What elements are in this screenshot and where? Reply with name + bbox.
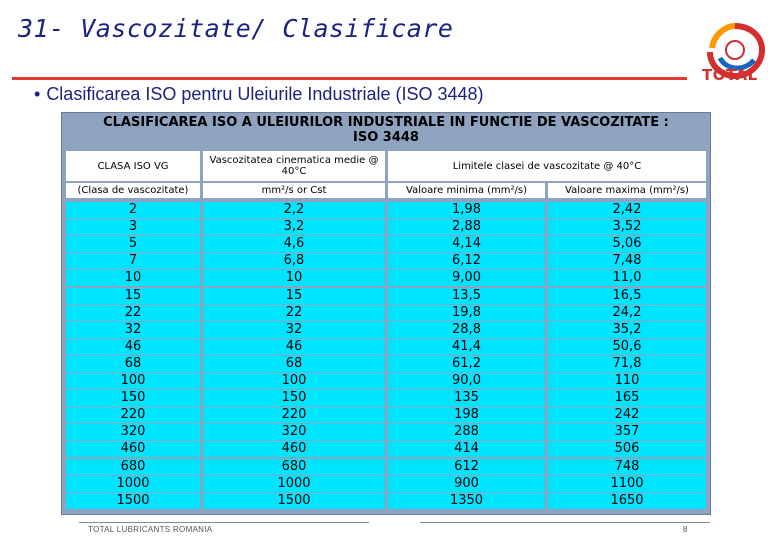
cell-mean: 320 [203, 424, 385, 440]
table-row [66, 373, 706, 389]
table-heading-line1: CLASIFICAREA ISO A ULEIURILOR INDUSTRIALE IN FUNCTIE DE VASCOZITATE : [103, 115, 669, 130]
col-header-limits: Limitele clasei de vascozitate @ 40°C [388, 151, 706, 181]
table-heading [66, 115, 706, 148]
table-row [66, 270, 706, 286]
footer-divider-right [420, 522, 710, 523]
cell-min: 288 [388, 424, 545, 440]
table-row [66, 202, 706, 218]
table-row [66, 253, 706, 269]
cell-min: 414 [388, 441, 545, 457]
cell-max: 2,42 [548, 202, 706, 218]
title-underline [12, 77, 687, 80]
table-row [66, 356, 706, 372]
logo-wordmark: TOTAL [702, 66, 758, 84]
table-heading-line2: ISO 3448 [353, 130, 419, 145]
cell-class: 2 [66, 202, 200, 218]
cell-min: 61,2 [388, 356, 545, 372]
col-subheader-min: Valoare minima (mm²/s) [388, 183, 545, 198]
col-header-mean-viscosity: Vascozitatea cinematica medie @ 40°C [203, 151, 385, 181]
cell-min: 9,00 [388, 270, 545, 286]
cell-mean: 460 [203, 441, 385, 457]
cell-class: 68 [66, 356, 200, 372]
cell-class: 1500 [66, 493, 200, 509]
cell-class: 100 [66, 373, 200, 389]
cell-max: 11,0 [548, 270, 706, 286]
cell-mean: 10 [203, 270, 385, 286]
cell-mean: 46 [203, 339, 385, 355]
cell-max: 748 [548, 459, 706, 475]
cell-max: 71,8 [548, 356, 706, 372]
footer-company: TOTAL LUBRICANTS ROMANIA [88, 525, 213, 534]
cell-min: 19,8 [388, 305, 545, 321]
cell-max: 7,48 [548, 253, 706, 269]
cell-min: 4,14 [388, 236, 545, 252]
cell-mean: 680 [203, 459, 385, 475]
col-subheader-max: Valoare maxima (mm²/s) [548, 183, 706, 198]
cell-mean: 150 [203, 390, 385, 406]
cell-mean: 68 [203, 356, 385, 372]
table-row [66, 424, 706, 440]
cell-class: 460 [66, 441, 200, 457]
cell-max: 1100 [548, 476, 706, 492]
cell-class: 5 [66, 236, 200, 252]
cell-class: 150 [66, 390, 200, 406]
cell-max: 35,2 [548, 322, 706, 338]
cell-class: 7 [66, 253, 200, 269]
table-row [66, 441, 706, 457]
cell-mean: 2,2 [203, 202, 385, 218]
cell-class: 320 [66, 424, 200, 440]
cell-min: 198 [388, 407, 545, 423]
cell-max: 50,6 [548, 339, 706, 355]
cell-max: 1650 [548, 493, 706, 509]
cell-min: 900 [388, 476, 545, 492]
cell-min: 2,88 [388, 219, 545, 235]
bullet-item [34, 84, 484, 105]
cell-min: 1350 [388, 493, 545, 509]
table-row [66, 339, 706, 355]
table-row [66, 322, 706, 338]
table-row [66, 288, 706, 304]
cell-mean: 3,2 [203, 219, 385, 235]
footer-divider-left [79, 522, 369, 523]
cell-max: 110 [548, 373, 706, 389]
table-row [66, 390, 706, 406]
cell-class: 10 [66, 270, 200, 286]
cell-mean: 4,6 [203, 236, 385, 252]
table-row [66, 459, 706, 475]
cell-mean: 220 [203, 407, 385, 423]
table-row [66, 493, 706, 509]
cell-min: 41,4 [388, 339, 545, 355]
table-row [66, 219, 706, 235]
cell-min: 13,5 [388, 288, 545, 304]
cell-class: 15 [66, 288, 200, 304]
cell-min: 28,8 [388, 322, 545, 338]
cell-mean: 100 [203, 373, 385, 389]
cell-min: 1,98 [388, 202, 545, 218]
table-row [66, 236, 706, 252]
cell-class: 22 [66, 305, 200, 321]
cell-max: 357 [548, 424, 706, 440]
cell-max: 24,2 [548, 305, 706, 321]
col-subheader-units: mm²/s or Cst [203, 183, 385, 198]
cell-class: 3 [66, 219, 200, 235]
cell-mean: 6,8 [203, 253, 385, 269]
cell-max: 5,06 [548, 236, 706, 252]
table-row [66, 407, 706, 423]
cell-min: 90,0 [388, 373, 545, 389]
cell-min: 612 [388, 459, 545, 475]
cell-mean: 32 [203, 322, 385, 338]
bullet-text: Clasificarea ISO pentru Uleiurile Industriale (ISO 3448) [46, 84, 484, 104]
page-number: 8 [683, 525, 688, 534]
cell-max: 3,52 [548, 219, 706, 235]
cell-class: 46 [66, 339, 200, 355]
cell-mean: 22 [203, 305, 385, 321]
cell-mean: 1000 [203, 476, 385, 492]
col-subheader-class: (Clasa de vascozitate) [66, 183, 200, 198]
cell-max: 16,5 [548, 288, 706, 304]
cell-max: 506 [548, 441, 706, 457]
cell-max: 165 [548, 390, 706, 406]
cell-mean: 15 [203, 288, 385, 304]
table-row [66, 305, 706, 321]
cell-min: 6,12 [388, 253, 545, 269]
cell-class: 32 [66, 322, 200, 338]
col-header-class: CLASA ISO VG [66, 151, 200, 181]
cell-class: 220 [66, 407, 200, 423]
cell-class: 1000 [66, 476, 200, 492]
cell-class: 680 [66, 459, 200, 475]
table-row [66, 476, 706, 492]
slide-title: 31- Vascozitate/ Clasificare [18, 14, 454, 43]
cell-max: 242 [548, 407, 706, 423]
cell-mean: 1500 [203, 493, 385, 509]
cell-min: 135 [388, 390, 545, 406]
bullet-dot-icon: • [34, 84, 41, 104]
